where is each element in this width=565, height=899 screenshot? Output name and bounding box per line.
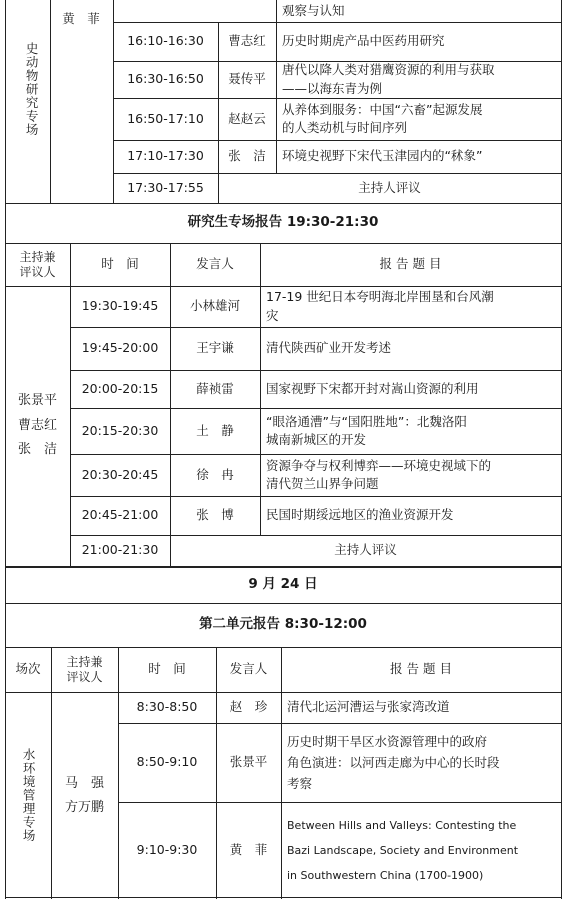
talk-title: 历史时期虎产品中医药用研究 (282, 33, 445, 49)
talk-time: 20:15-20:30 (81, 422, 159, 438)
talk-time: 19:45-20:00 (81, 340, 159, 356)
talk-speaker: 土 静 (196, 422, 234, 438)
talk-speaker: 赵赵云 (228, 110, 266, 126)
header-speaker: 发言人 (196, 256, 234, 272)
talk-speaker: 赵 珍 (229, 699, 268, 715)
talk-title: Between Hills and Valleys: Contesting the Bazi Landscape, Society and Environment in Southwestern China (1700-1900) (287, 818, 519, 883)
talk-speaker: 张景平 (229, 754, 268, 770)
header-time: 时 间 (101, 256, 139, 272)
unit2-hosts: 马 强 方万鹏 (64, 776, 104, 815)
header-time: 时 间 (148, 661, 186, 677)
header-host: 主持兼 评议人 (66, 655, 103, 684)
grad-session-heading: 研究生专场报告 19:30-21:30 (187, 214, 379, 231)
talk-speaker: 小林雄河 (189, 298, 240, 314)
talk-time: 16:10-16:30 (127, 33, 204, 49)
session-label: 史动物研究专场 (24, 41, 40, 137)
talk-speaker: 张 洁 (228, 148, 266, 164)
talk-time: 20:00-20:15 (81, 380, 159, 396)
talk-title: 民国时期绥远地区的渔业资源开发 (266, 507, 454, 523)
talk-time: 8:30-8:50 (136, 699, 198, 715)
talk-speaker: 曹志红 (228, 33, 266, 49)
talk-title: 资源争夺与权利博弈——环境史视域下的 清代贺兰山界争问题 (266, 457, 492, 491)
header-title: 报 告 题 目 (379, 256, 442, 272)
header-session: 场次 (15, 661, 41, 677)
talk-time: 8:50-9:10 (136, 754, 198, 770)
talk-speaker: 张 博 (196, 507, 234, 523)
discussion-label: 主持人评议 (334, 542, 397, 558)
discussion-label: 主持人评议 (358, 179, 421, 195)
talk-time: 16:50-17:10 (127, 110, 204, 126)
talk-title: 唐代以降人类对猎鹰资源的利用与获取 ——以海东青为例 (282, 62, 495, 96)
talk-time: 16:30-16:50 (127, 71, 204, 87)
talk-time: 9:10-9:30 (136, 842, 198, 858)
talk-speaker: 黄 菲 (229, 842, 268, 858)
talk-time: 20:30-20:45 (81, 466, 159, 482)
talk-title: 清代北运河漕运与张家湾改道 (287, 699, 450, 715)
talk-title: 17-19 世纪日本夸明海北岸围垦和台风潮 灾 (266, 289, 494, 323)
talk-speaker: 薛祯雷 (196, 380, 234, 396)
header-host: 主持兼 评议人 (19, 250, 56, 279)
session-label: 水环境管理专场 (21, 748, 37, 843)
talk-title: 从养体到服务：中国“六畜”起源发展 的人类动机与时间序列 (282, 101, 483, 135)
talk-title: 环境史视野下宋代玉津园内的“秫象” (282, 148, 483, 164)
grad-hosts: 张景平 曹志红 张 洁 (17, 392, 57, 458)
unit2-heading: 第二单元报告 8:30-12:00 (199, 616, 367, 633)
talk-time: 20:45-21:00 (81, 507, 159, 523)
talk-title: 清代陕西矿业开发考述 (266, 340, 392, 356)
talk-title: 历史时期干旱区水资源管理中的政府 角色演进：以河西走廊为中心的长时段 考察 (287, 733, 500, 792)
talk-time: 21:00-21:30 (81, 542, 159, 558)
session-host: 黄 菲 (62, 10, 100, 26)
header-speaker: 发言人 (229, 661, 268, 677)
talk-title: “眼洛通漕”与“国阳胜地”：北魏洛阳 城南新城区的开发 (266, 413, 467, 447)
talk-speaker: 徐 冉 (196, 466, 234, 482)
talk-time: 17:10-17:30 (127, 148, 204, 164)
talk-title: 观察与认知 (282, 2, 345, 18)
date-heading: 9 月 24 日 (248, 576, 318, 593)
header-title: 报 告 题 目 (390, 661, 452, 677)
talk-speaker: 聂传平 (228, 71, 266, 87)
talk-time: 17:30-17:55 (127, 179, 204, 195)
talk-title: 国家视野下宋都开封对嵩山资源的利用 (266, 380, 479, 396)
talk-speaker: 王宇谦 (196, 340, 234, 356)
talk-time: 19:30-19:45 (81, 298, 159, 314)
